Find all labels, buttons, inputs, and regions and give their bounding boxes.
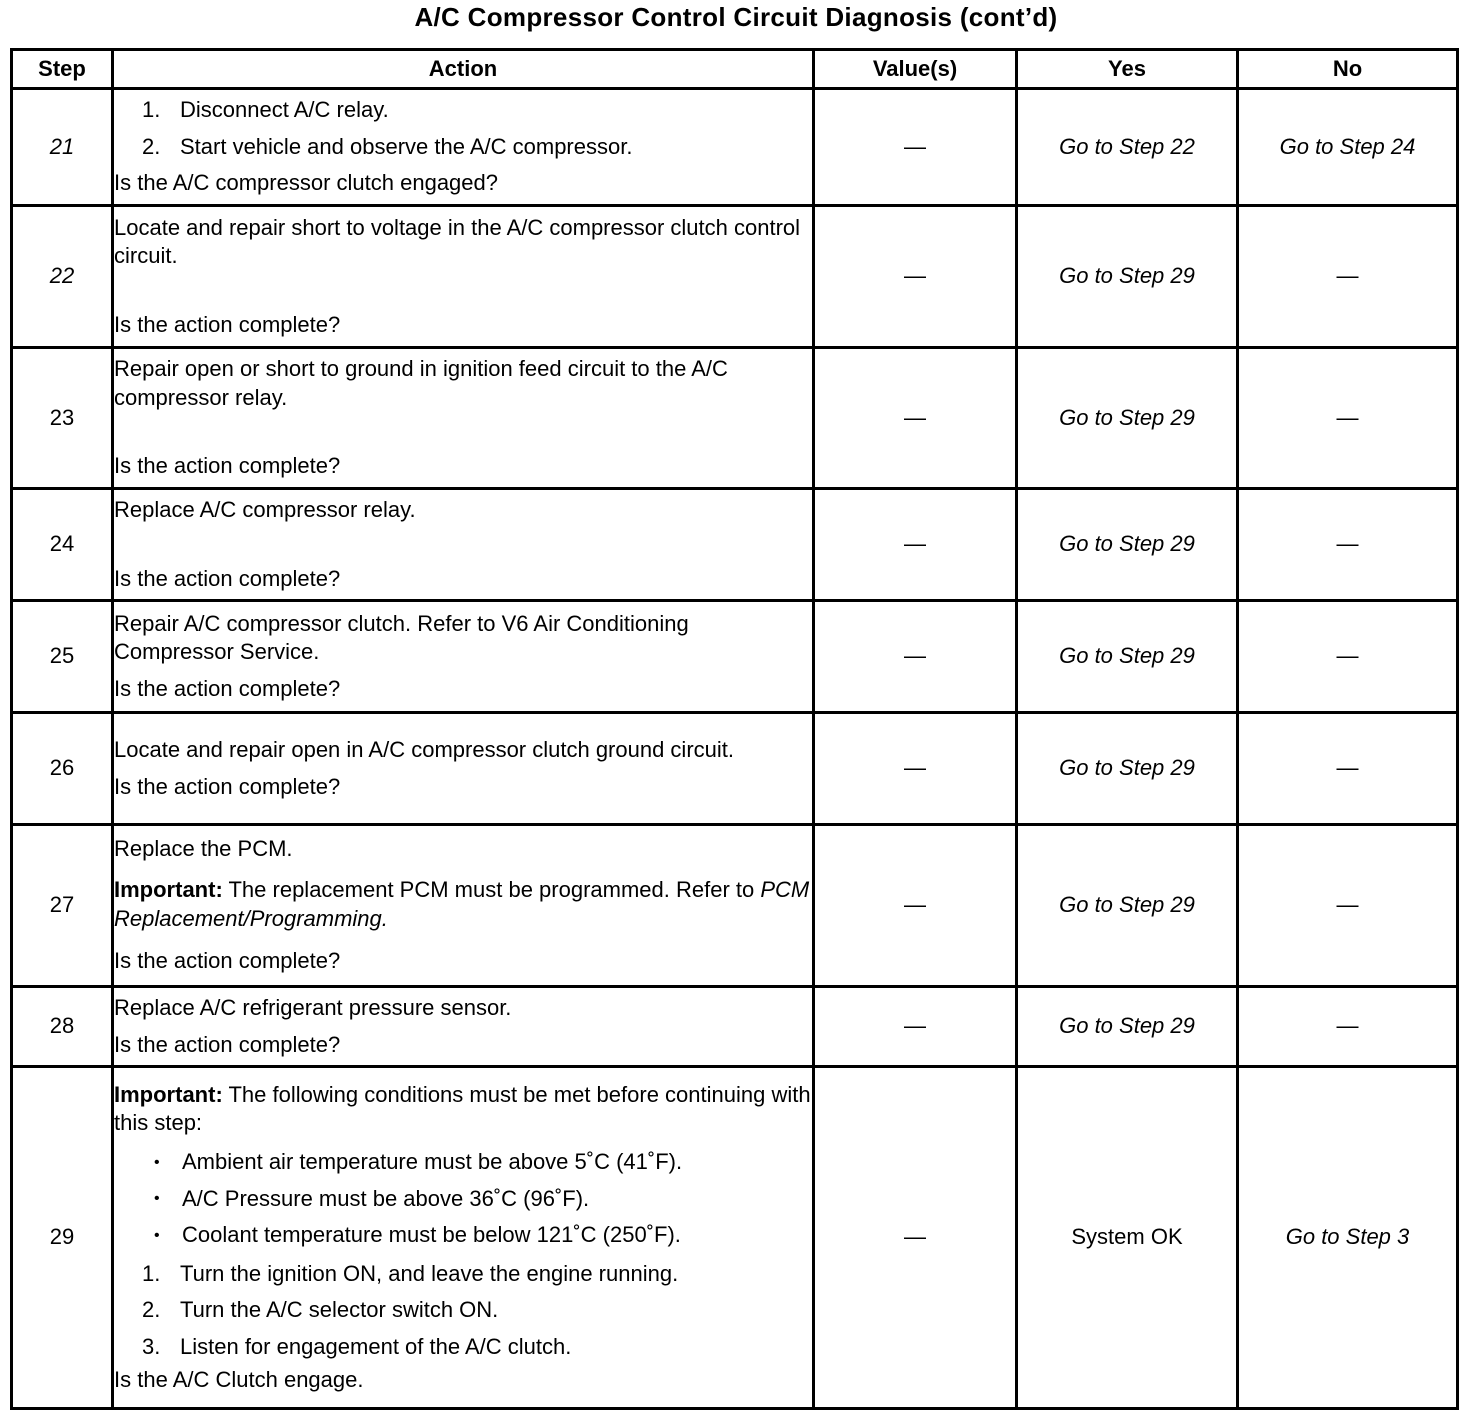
value-cell: —	[814, 601, 1017, 713]
value-cell: —	[814, 713, 1017, 825]
value-cell: —	[814, 348, 1017, 489]
diagnosis-table	[10, 48, 1459, 1410]
step-number: 22	[12, 206, 113, 348]
action-step-item: 2. Turn the A/C selector switch ON.	[142, 1297, 499, 1323]
table-row-step-25	[12, 601, 1458, 713]
yes-cell: Go to Step 29	[1017, 489, 1238, 601]
value-cell: —	[814, 1067, 1017, 1409]
action-text: Replace A/C compressor relay.	[114, 496, 416, 522]
action-question: Is the A/C Clutch engage.	[114, 1366, 364, 1392]
value-cell: —	[814, 89, 1017, 206]
action-cell	[113, 206, 814, 348]
important-label: Important:	[114, 876, 223, 902]
value-cell: —	[814, 987, 1017, 1067]
action-cell	[113, 987, 814, 1067]
reference-link: PCM Replacement/Programming.	[114, 876, 810, 931]
action-cell	[113, 489, 814, 601]
page-title: A/C Compressor Control Circuit Diagnosis (cont’d)	[414, 2, 1058, 32]
step-number: 28	[12, 987, 113, 1067]
action-step-item: 2. Start vehicle and observe the A/C compressor.	[142, 133, 633, 159]
action-text: Repair open or short to ground in ignition feed circuit to the A/C compressor relay.	[114, 356, 728, 410]
no-cell: Go to Step 3	[1238, 1067, 1458, 1409]
action-text: Locate and repair open in A/C compressor clutch ground circuit.	[114, 736, 734, 762]
action-question: Is the action complete?	[114, 948, 341, 974]
no-cell: Go to Step 24	[1238, 89, 1458, 206]
table-row-step-24	[12, 489, 1458, 601]
header-row	[12, 50, 1458, 89]
condition-item: • A/C Pressure must be above 36˚C (96˚F).	[154, 1185, 590, 1211]
condition-item: • Ambient air temperature must be above 5˚C (41˚F).	[154, 1149, 683, 1175]
no-cell: —	[1238, 348, 1458, 489]
action-cell	[113, 713, 814, 825]
table-row-step-23	[12, 348, 1458, 489]
action-question: Is the action complete?	[114, 453, 341, 479]
table-row-step-21	[12, 89, 1458, 206]
no-cell: —	[1238, 987, 1458, 1067]
header-action: Action	[113, 50, 814, 89]
important-note: Important: The following conditions must be met before continuing with this step:	[114, 1081, 811, 1136]
header-values: Value(s)	[814, 50, 1017, 89]
yes-cell: Go to Step 22	[1017, 89, 1238, 206]
table-row-step-22	[12, 206, 1458, 348]
no-cell: —	[1238, 713, 1458, 825]
action-question: Is the action complete?	[114, 1031, 341, 1057]
action-text: Repair A/C compressor clutch. Refer to V6 Air Conditioning Compressor Service.	[114, 610, 689, 665]
action-step-item: 1. Disconnect A/C relay.	[142, 97, 389, 123]
yes-cell: Go to Step 29	[1017, 987, 1238, 1067]
action-cell	[113, 89, 814, 206]
table-row-step-26	[12, 713, 1458, 825]
action-cell	[113, 348, 814, 489]
yes-cell: Go to Step 29	[1017, 206, 1238, 348]
bullet-icon: •	[154, 1226, 160, 1244]
no-cell: —	[1238, 489, 1458, 601]
step-number: 27	[12, 825, 113, 987]
yes-cell: System OK	[1017, 1067, 1238, 1409]
action-step-item: 3. Listen for engagement of the A/C clutch.	[142, 1333, 572, 1359]
no-cell: —	[1238, 601, 1458, 713]
bullet-icon: •	[154, 1190, 160, 1208]
important-note: Important: The replacement PCM must be programmed. Refer to PCM Replacement/Programming.	[114, 876, 810, 931]
value-cell: —	[814, 825, 1017, 987]
header-no: No	[1238, 50, 1458, 89]
action-text: Replace A/C refrigerant pressure sensor.	[114, 994, 512, 1020]
step-number: 23	[12, 348, 113, 489]
important-label: Important:	[114, 1081, 223, 1107]
action-text: Locate and repair short to voltage in the A/C compressor clutch control circuit.	[114, 214, 801, 269]
step-number: 21	[12, 89, 113, 206]
no-cell: —	[1238, 206, 1458, 348]
yes-cell: Go to Step 29	[1017, 825, 1238, 987]
no-cell: —	[1238, 825, 1458, 987]
action-question: Is the action complete?	[114, 565, 341, 591]
step-number: 29	[12, 1067, 113, 1409]
action-question: Is the action complete?	[114, 311, 341, 337]
action-text: Replace the PCM.	[114, 836, 293, 862]
table-row-step-27	[12, 825, 1458, 987]
condition-item: • Coolant temperature must be below 121˚C (250˚F).	[154, 1222, 681, 1248]
bullet-icon: •	[154, 1153, 160, 1171]
value-cell: —	[814, 206, 1017, 348]
action-cell	[113, 601, 814, 713]
value-cell: —	[814, 489, 1017, 601]
header-step: Step	[12, 50, 113, 89]
action-question: Is the A/C compressor clutch engaged?	[114, 170, 498, 196]
yes-cell: Go to Step 29	[1017, 348, 1238, 489]
action-question: Is the action complete?	[114, 675, 341, 701]
action-step-item: 1. Turn the ignition ON, and leave the engine running.	[142, 1260, 679, 1286]
step-number: 26	[12, 713, 113, 825]
action-cell	[113, 825, 814, 987]
yes-cell: Go to Step 29	[1017, 601, 1238, 713]
yes-cell: Go to Step 29	[1017, 713, 1238, 825]
action-question: Is the action complete?	[114, 773, 341, 799]
table-row-step-29	[12, 1067, 1458, 1409]
header-yes: Yes	[1017, 50, 1238, 89]
table-row-step-28	[12, 987, 1458, 1067]
step-number: 24	[12, 489, 113, 601]
step-number: 25	[12, 601, 113, 713]
action-cell	[113, 1067, 814, 1409]
